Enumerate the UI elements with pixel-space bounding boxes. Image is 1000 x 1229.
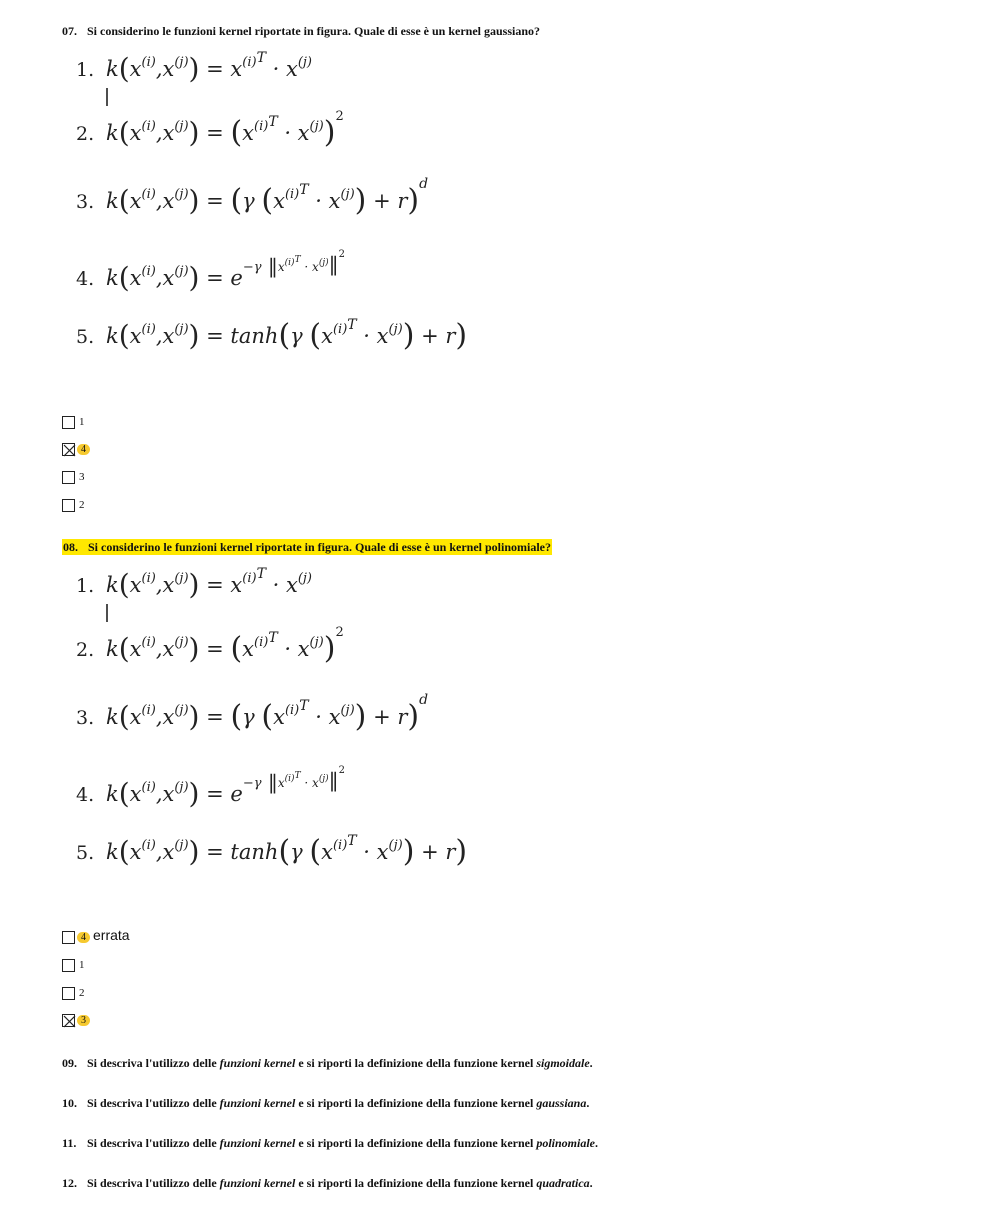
question-number: 12. bbox=[62, 1176, 77, 1190]
formula-3-index: 3. bbox=[76, 191, 95, 213]
formula-2 bbox=[106, 625, 344, 666]
question-text-italic: polinomiale bbox=[536, 1136, 595, 1150]
formula-4-index: 4. bbox=[76, 784, 95, 806]
formula-1 bbox=[106, 566, 312, 601]
svg-text:k(x(i),x(j)) = e−γ ‖x(i)T · x(: $k(x^{(i)},x^{(j)}) = e^{-\gamma}$ $‖x^{(i)}T$ $_{\cdot x}^{(j)}$‖$^2$ bbox=[106, 765, 346, 810]
formula-4-index: 4. bbox=[76, 268, 95, 290]
question-number: 09. bbox=[62, 1056, 77, 1070]
formula-5-index: 5. bbox=[76, 842, 95, 864]
question-text: Si descriva l'utilizzo delle bbox=[87, 1056, 220, 1070]
question-text: . bbox=[589, 1176, 593, 1190]
option-label-highlighted: 4 bbox=[77, 932, 90, 943]
question-08-title bbox=[62, 540, 552, 555]
option-label: 3 bbox=[79, 471, 85, 483]
question-text: . bbox=[589, 1056, 593, 1070]
checkbox[interactable] bbox=[62, 499, 75, 512]
svg-text:k(x(i),x(j)) = (γ (x(i)T · x(j: $k(x^{(i)},x^{(j)}) = (\gamma$ $(x^{(i)}T \cdot x^{(j)}) + r)^d$ bbox=[106, 692, 429, 734]
question-text: Si descriva l'utilizzo delle bbox=[87, 1176, 220, 1190]
formula-1-index: 1. bbox=[76, 59, 95, 81]
svg-text:k(x(i),x(j)) = (x(i)T · x(j))2: $k(x^{(i)},x^{(j)}) = (x^{(i)}T \cdot x^{(j)})^2$ bbox=[106, 625, 344, 666]
question-text-italic: sigmoidale bbox=[536, 1056, 590, 1070]
option-note: errata bbox=[93, 927, 130, 943]
svg-text:k(x(i),x(j)) = x(i)T · x(j): $k(x^{(i)},x^{(j)}) = x^{(i)}T \cdot x^{(j)}$ bbox=[106, 566, 312, 601]
svg-text:k(x(i),x(j)) = tanh(γ (x(i)T ·: $k(x^{(i)},x^{(j)}) = \tanh(\gamma$ $(x^{(i)}T \cdot x^{(j)}) + r$) bbox=[106, 317, 468, 353]
svg-text:k(x(i),x(j)) = x(i)T · x(j): $k(x^{(i)},x^{(j)}) = x^{(i)}T \cdot x^{(j)}$ bbox=[106, 50, 312, 85]
question-text-italic: funzioni kernel bbox=[219, 1136, 296, 1150]
svg-text:k(x(i),x(j)) = tanh(γ (x(i)T ·: $k(x^{(i)},x^{(j)}) = \tanh(\gamma$ $(x^{(i)}T \cdot x^{(j)}) + r$) bbox=[106, 833, 468, 869]
checkbox[interactable] bbox=[62, 416, 75, 429]
check-x-icon bbox=[63, 1015, 76, 1028]
question-text: Si descriva l'utilizzo delle bbox=[87, 1096, 220, 1110]
formula-1-index: 1. bbox=[76, 575, 95, 597]
formula-1 bbox=[106, 50, 312, 85]
svg-text:k(x(i),x(j)) = (x(i)T · x(j))2: $k(x^{(i)},x^{(j)}) = (x^{(i)}T \cdot x^{(j)})^2$ bbox=[106, 109, 344, 150]
question-09-title bbox=[62, 1056, 593, 1071]
question-text-italic: funzioni kernel bbox=[219, 1096, 296, 1110]
svg-text:k(x(i),x(j)) = e−γ ‖x(i)T · x(: $k(x^{(i)},x^{(j)}) = e^{-\gamma}$ $‖x^{(i)}T$ $_{\cdot x}^{(j)}$‖$^2$ bbox=[106, 249, 346, 294]
checkbox[interactable] bbox=[62, 471, 75, 484]
question-text: . bbox=[586, 1096, 590, 1110]
question-12-title bbox=[62, 1176, 593, 1191]
option-label: 1 bbox=[79, 416, 85, 428]
question-07-title bbox=[62, 24, 540, 39]
question-text: e si riporti la definizione della funzione kernel bbox=[295, 1136, 537, 1150]
question-text: Si descriva l'utilizzo delle bbox=[87, 1136, 220, 1150]
option-label: 2 bbox=[79, 499, 85, 511]
checkbox[interactable] bbox=[62, 959, 75, 972]
question-text-italic: gaussiana bbox=[536, 1096, 587, 1110]
option-label: 1 bbox=[79, 959, 85, 971]
question-text: e si riporti la definizione della funzione kernel bbox=[295, 1056, 537, 1070]
formula-2-index: 2. bbox=[76, 123, 95, 145]
question-number: 11. bbox=[62, 1136, 77, 1150]
option-label-highlighted: 4 bbox=[77, 444, 90, 455]
checked-checkbox[interactable] bbox=[62, 1014, 75, 1027]
formula-3 bbox=[106, 692, 428, 734]
checked-checkbox[interactable] bbox=[62, 443, 75, 456]
checkbox[interactable] bbox=[62, 931, 75, 944]
question-text: . bbox=[595, 1136, 598, 1150]
question-11-title bbox=[62, 1136, 598, 1151]
check-x-icon bbox=[63, 444, 76, 457]
question-text-italic: quadratica bbox=[536, 1176, 590, 1190]
checkbox[interactable] bbox=[62, 987, 75, 1000]
svg-text:k(x(i),x(j)) = (γ (x(i)T · x(j: $k(x^{(i)},x^{(j)}) = (\gamma$ $(x^{(i)}T \cdot x^{(j)}) + r)^d$ bbox=[106, 176, 429, 218]
option-label: 2 bbox=[79, 987, 85, 999]
formula-2-index: 2. bbox=[76, 639, 95, 661]
formula-5 bbox=[106, 833, 467, 869]
question-number: 10. bbox=[62, 1096, 77, 1110]
question-10-title bbox=[62, 1096, 589, 1111]
question-text: e si riporti la definizione della funzione kernel bbox=[295, 1176, 537, 1190]
formula-3-index: 3. bbox=[76, 707, 95, 729]
question-text-italic: funzioni kernel bbox=[219, 1176, 296, 1190]
formula-3 bbox=[106, 176, 428, 218]
question-text-italic: funzioni kernel bbox=[219, 1056, 296, 1070]
formula-5-index: 5. bbox=[76, 326, 95, 348]
question-text: e si riporti la definizione della funzione kernel bbox=[295, 1096, 537, 1110]
question-number: 07. bbox=[62, 24, 77, 38]
formula-5 bbox=[106, 317, 467, 353]
formula-2 bbox=[106, 109, 344, 150]
question-text: Si considerino le funzioni kernel riportate in figura. Quale di esse è un kernel gaussiano? bbox=[87, 24, 541, 38]
kernel-formulas-figure-08 bbox=[70, 564, 490, 874]
formula-4 bbox=[106, 249, 345, 294]
option-label-highlighted: 3 bbox=[77, 1015, 90, 1026]
question-text: Si considerino le funzioni kernel riportate in figura. Quale di esse è un kernel polinomiale? bbox=[88, 540, 552, 554]
formula-4 bbox=[106, 765, 345, 810]
kernel-formulas-figure-07 bbox=[70, 48, 490, 358]
question-number: 08. bbox=[63, 540, 78, 554]
